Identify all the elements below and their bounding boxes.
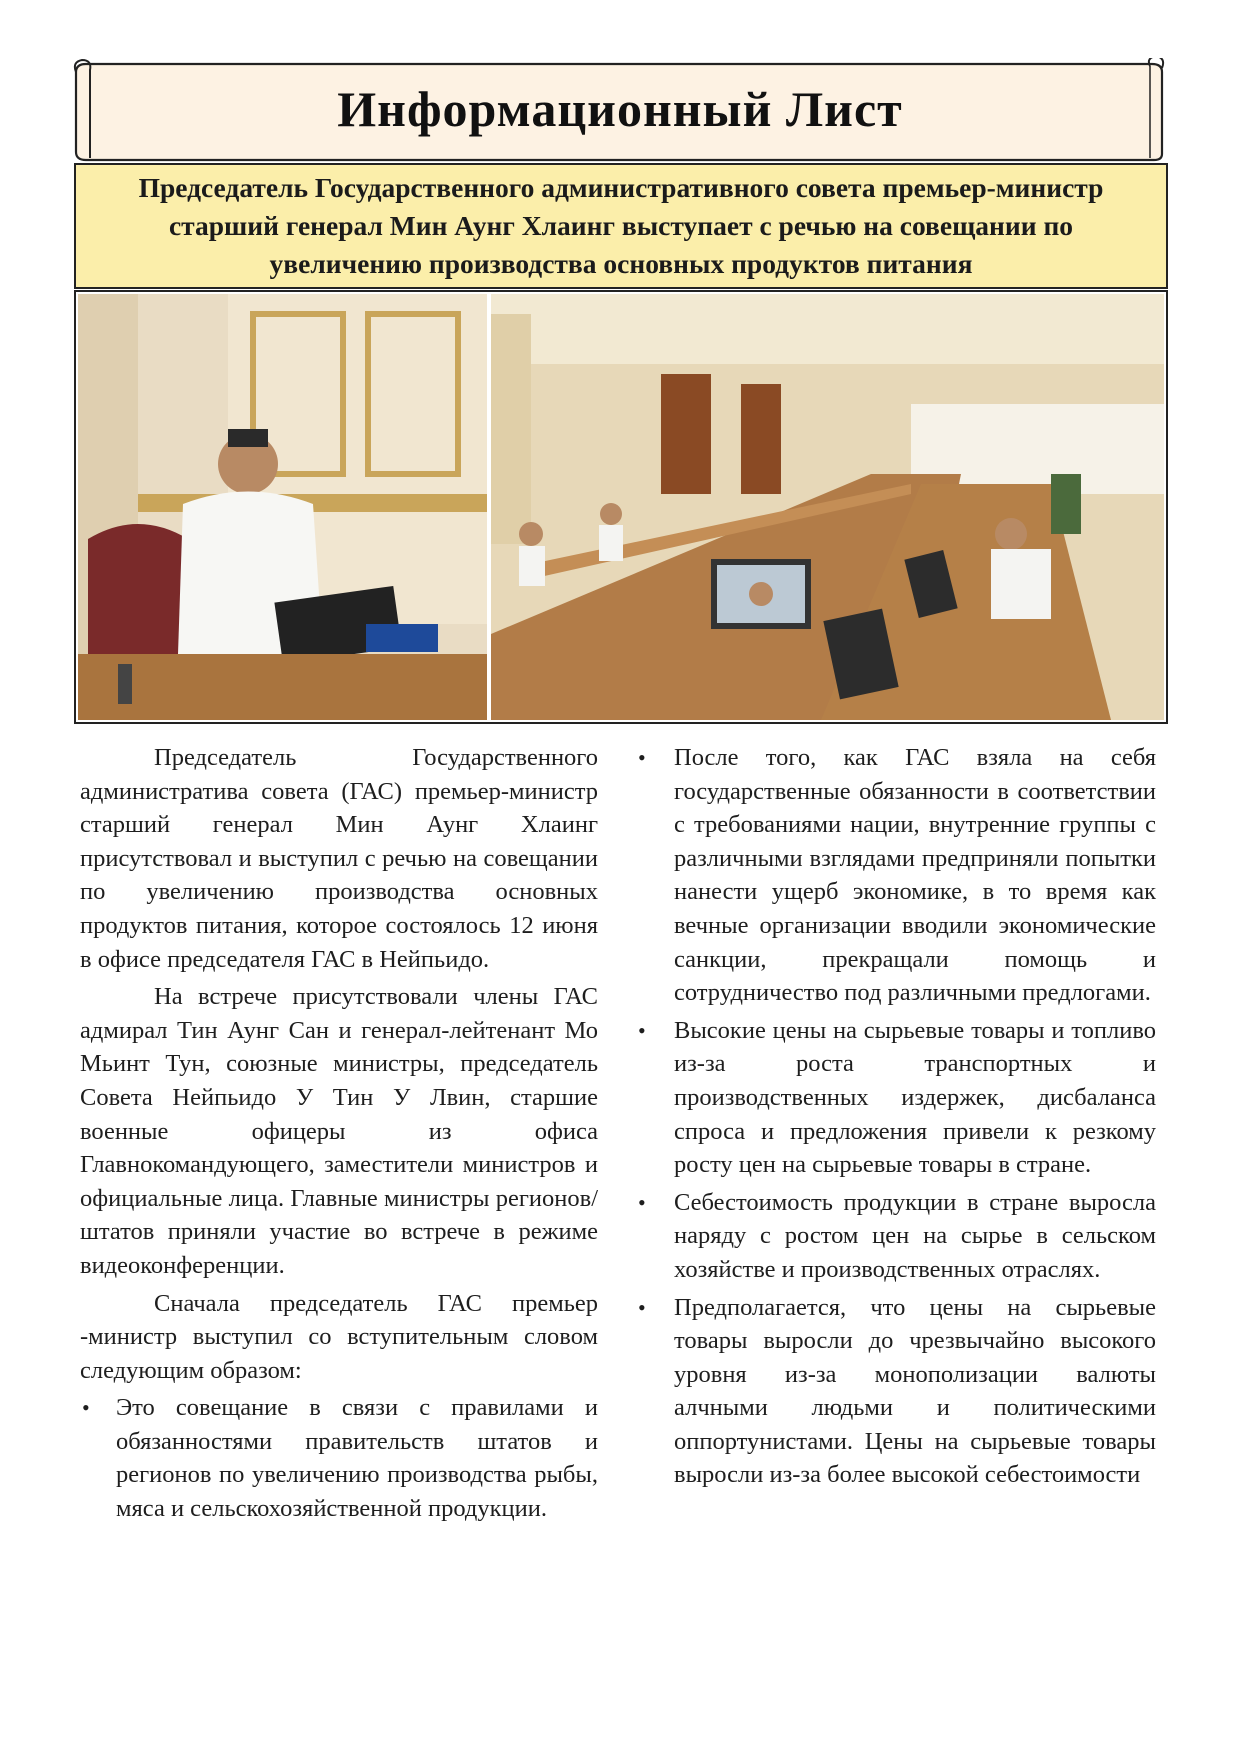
paragraph: Сначала председатель ГАС премьер -министр выступил со вступительным словом следующим образом: xyxy=(80,1289,598,1384)
photo-panel xyxy=(74,290,1168,724)
bullet-icon: • xyxy=(638,1294,646,1320)
title-banner xyxy=(72,58,1168,166)
speaker-photo xyxy=(78,294,487,720)
list-item-text: Себестоимость продукции в стране выросла наряду с ростом цен на сырье в сельском хозяйстве и производственных отраслях. xyxy=(674,1188,1156,1283)
list-item xyxy=(80,1391,598,1525)
list-item xyxy=(638,741,1156,1010)
conference-photo xyxy=(491,294,1164,720)
text-column-right xyxy=(638,741,1156,1496)
bullet-icon: • xyxy=(638,745,646,770)
list-item xyxy=(638,1291,1156,1493)
page-title: Информационный Лист xyxy=(337,81,903,137)
bullet-icon: • xyxy=(638,1017,646,1043)
bullet-list xyxy=(638,741,1156,1492)
headline-text: Председатель Государственного административного совета премьер-министр старший генерал Мин Аунг Хлаинг выступает с речью на совещании по увеличению производства основных продуктов питания xyxy=(138,172,1104,279)
bullet-list xyxy=(80,1391,598,1525)
speaker-at-podium-photo-icon xyxy=(78,294,487,720)
paragraph: На встрече присутствовали члены ГАС адмирал Тин Аунг Сан и генерал-лейтенант Мо Мьинт Тун, союзные министры, председатель Совета Нейпьидо У Тин У Лвин, старшие военные офицеры из офиса Главнокомандующего, заместители министров и официальные лица. Главные министры регионов/штатов приняли участие во встрече в режиме видеоконференции. xyxy=(80,983,598,1279)
list-item-text: Высокие цены на сырьевые товары и топливо из-за роста транспортных и производственных издержек, дисбаланса спроса и предложения привели к резкому росту цен на сырьевые товары в стране. xyxy=(674,1016,1156,1179)
bullet-icon: • xyxy=(82,1395,90,1421)
list-item-text: Это совещание в связи с правилами и обязанностями правительств штатов и регионов по увеличению производства рыбы, мяса и сельскохозяйственной продукции. xyxy=(116,1394,598,1523)
list-item xyxy=(638,1014,1156,1182)
paragraph: Председатель Государственного административа совета (ГАС) премьер-министр старший генерал Мин Аунг Хлаинг присутствовал и выступил с речью на совещании по увеличению производства основных продуктов питания, которое состоялось 12 июня в офисе председателя ГАС в Нейпьидо. xyxy=(80,744,598,973)
list-item xyxy=(638,1186,1156,1287)
headline-box xyxy=(74,163,1168,289)
bullet-icon: • xyxy=(638,1189,646,1215)
conference-hall-photo-icon xyxy=(491,294,1164,720)
text-column-left xyxy=(80,741,598,1530)
list-item-text: Предполагается, что цены на сырьевые товары выросли до чрезвычайно высокого уровня из-за монополизации валюты алчными людьми и политическими оппортунистами. Цены на сырьевые товары выросли из-за более высокой себестоимости xyxy=(674,1293,1156,1489)
list-item-text: После того, как ГАС взяла на себя государственные обязанности в соответствии с требованиями нации, внутренние группы с различными взглядами предприняли попытки нанести ущерб экономике, в то время как вечные организации вводили экономические санкции, прекращали помощь и сотрудничество под различными предлогами. xyxy=(674,744,1156,1007)
